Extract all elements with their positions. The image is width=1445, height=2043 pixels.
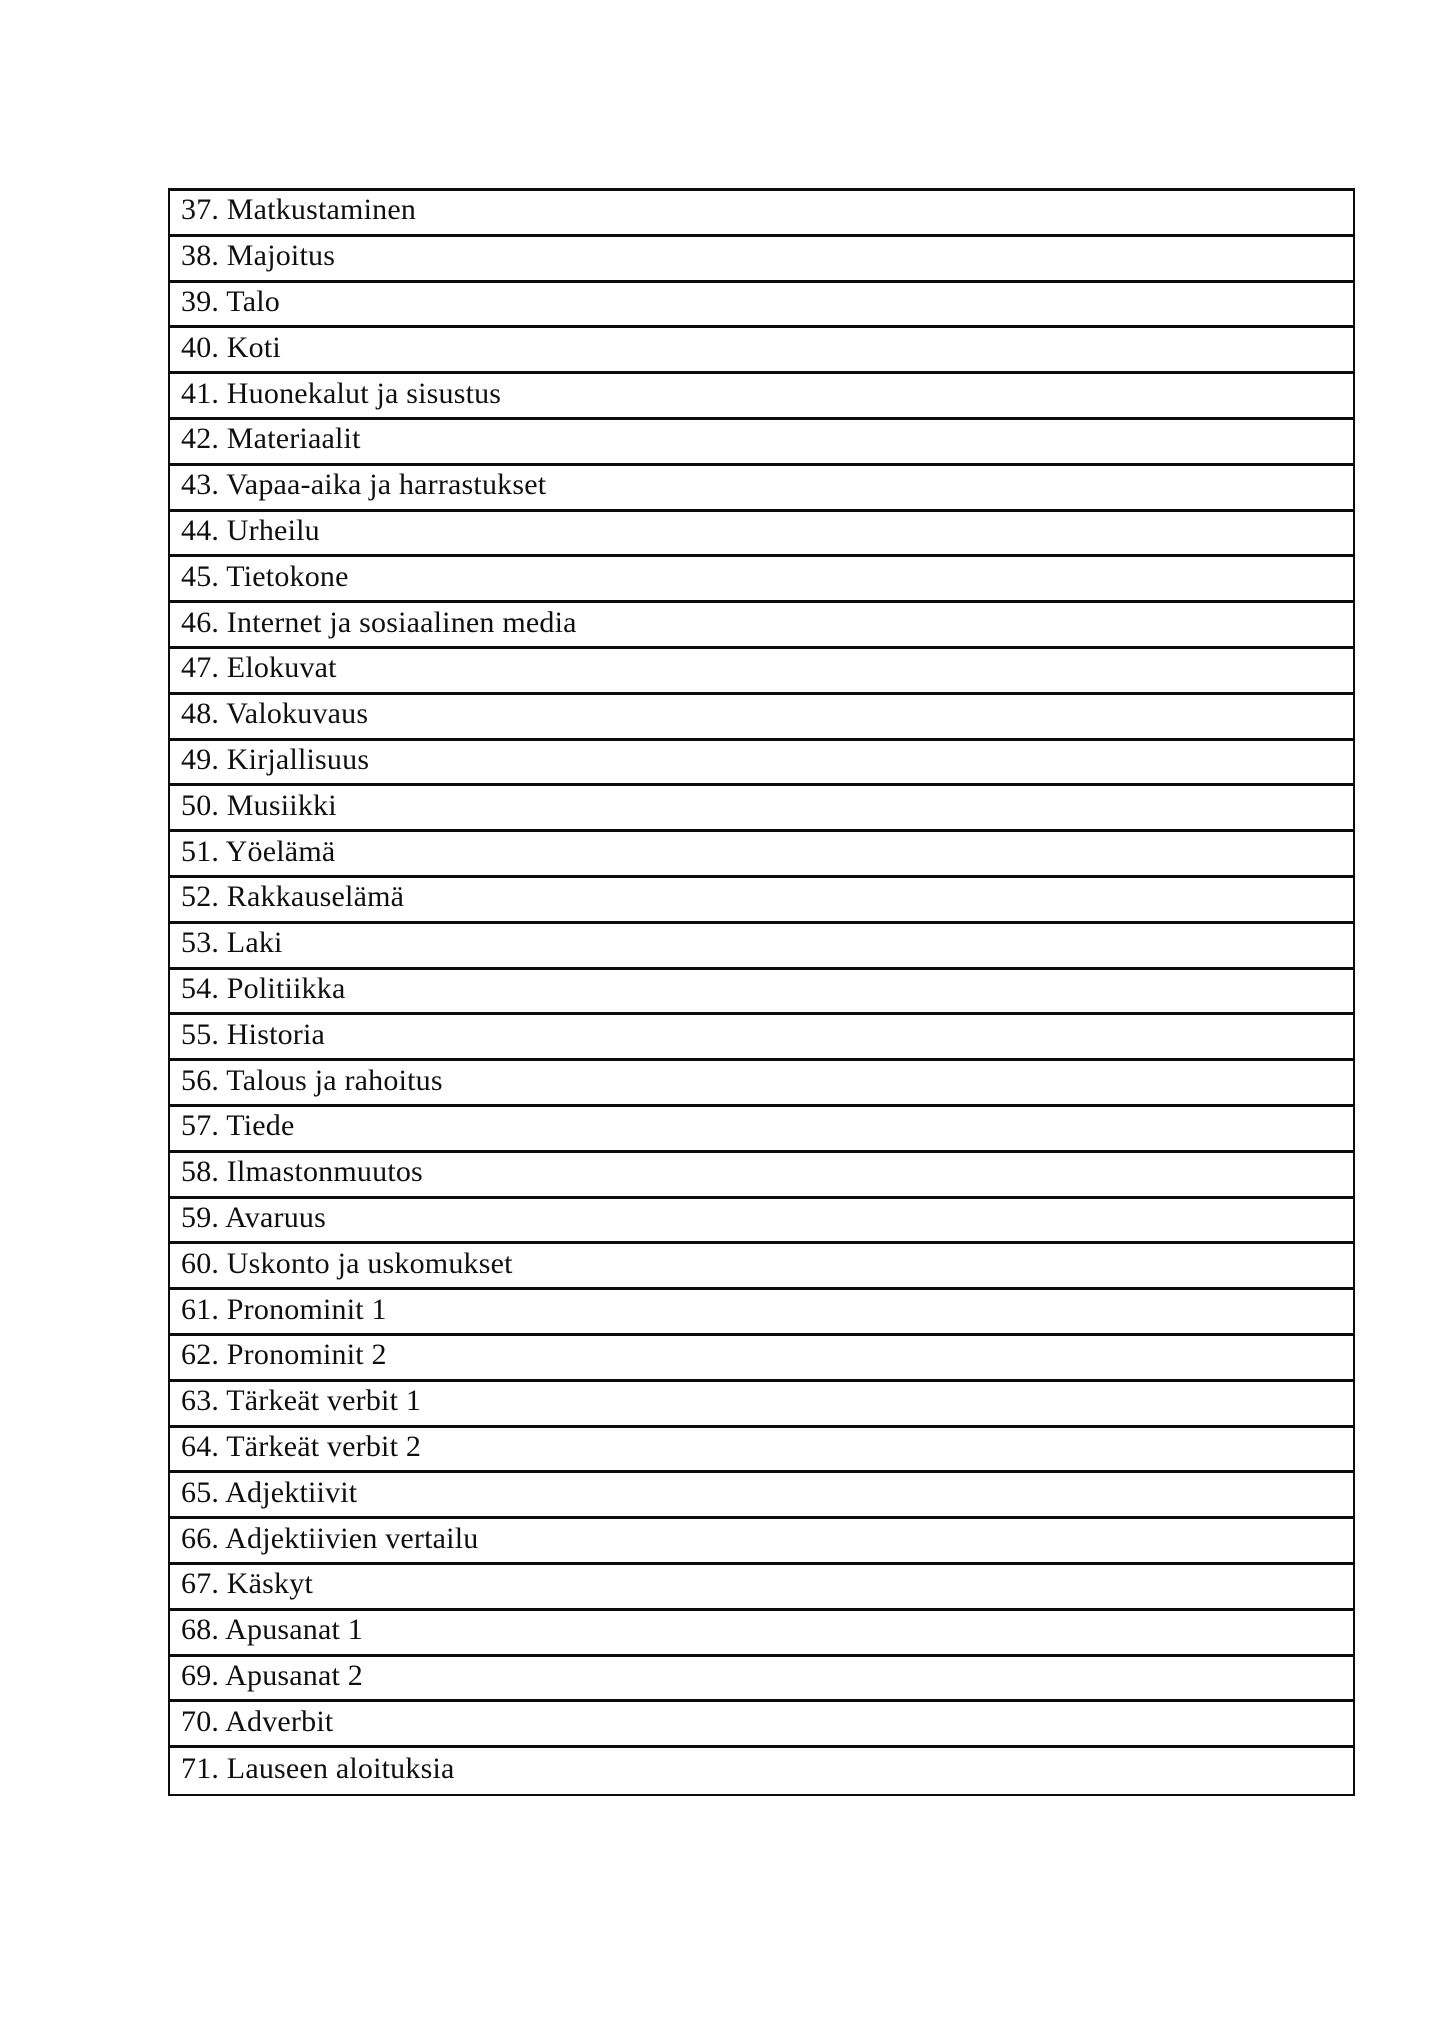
table-row <box>170 1107 1353 1153</box>
table-row <box>170 191 1353 237</box>
table-row-label: 62. Pronominit 2 <box>181 1338 387 1372</box>
table-row <box>170 328 1353 374</box>
table-row-label: 67. Käskyt <box>181 1567 313 1601</box>
table-row <box>170 741 1353 787</box>
table-row <box>170 283 1353 329</box>
table-row-label: 65. Adjektiivit <box>181 1475 358 1509</box>
table-row-label: 54. Politiikka <box>181 971 346 1005</box>
table-row <box>170 1336 1353 1382</box>
table-row-label: 50. Musiikki <box>181 788 337 822</box>
table-row-label: 46. Internet ja sosiaalinen media <box>181 605 577 639</box>
table-row-label: 39. Talo <box>181 284 280 318</box>
table-row <box>170 1748 1353 1794</box>
table-row-label: 59. Avaruus <box>181 1200 326 1234</box>
table-row <box>170 695 1353 741</box>
table-row <box>170 1611 1353 1657</box>
table-row-label: 52. Rakkauselämä <box>181 880 405 914</box>
table-row <box>170 603 1353 649</box>
table-row-label: 45. Tietokone <box>181 559 349 593</box>
table-row-label: 60. Uskonto ja uskomukset <box>181 1246 513 1280</box>
table-row <box>170 1061 1353 1107</box>
table-row <box>170 1519 1353 1565</box>
table-row-label: 53. Laki <box>181 926 283 960</box>
table-row-label: 55. Historia <box>181 1017 326 1051</box>
table-row-label: 56. Talous ja rahoitus <box>181 1063 443 1097</box>
table-row-label: 41. Huonekalut ja sisustus <box>181 376 502 410</box>
table-row-label: 38. Majoitus <box>181 239 336 273</box>
table-row <box>170 466 1353 512</box>
table-row <box>170 1565 1353 1611</box>
table-row <box>170 1473 1353 1519</box>
contents-table <box>168 188 1355 1796</box>
table-row-label: 68. Apusanat 1 <box>181 1613 363 1647</box>
table-row <box>170 1015 1353 1061</box>
table-row <box>170 420 1353 466</box>
table-row-label: 48. Valokuvaus <box>181 697 369 731</box>
table-row-label: 70. Adverbit <box>181 1704 334 1738</box>
table-row <box>170 374 1353 420</box>
table-row-label: 57. Tiede <box>181 1109 295 1143</box>
table-row <box>170 878 1353 924</box>
table-row-label: 64. Tärkeät verbit 2 <box>181 1429 422 1463</box>
table-row-label: 61. Pronominit 1 <box>181 1292 387 1326</box>
table-row <box>170 1702 1353 1748</box>
table-row <box>170 1199 1353 1245</box>
table-row-label: 71. Lauseen aloituksia <box>181 1751 455 1785</box>
table-row-label: 43. Vapaa-aika ja harrastukset <box>181 468 547 502</box>
table-row <box>170 924 1353 970</box>
table-row <box>170 786 1353 832</box>
table-row <box>170 970 1353 1016</box>
table-row <box>170 1290 1353 1336</box>
table-row <box>170 557 1353 603</box>
table-row-label: 51. Yöelämä <box>181 834 336 868</box>
table-row <box>170 832 1353 878</box>
table-row-label: 63. Tärkeät verbit 1 <box>181 1384 422 1418</box>
table-row-label: 40. Koti <box>181 330 281 364</box>
table-row-label: 58. Ilmastonmuutos <box>181 1155 423 1189</box>
table-row-label: 66. Adjektiivien vertailu <box>181 1521 479 1555</box>
table-row <box>170 1657 1353 1703</box>
table-row <box>170 1382 1353 1428</box>
table-row-label: 37. Matkustaminen <box>181 193 417 227</box>
table-row <box>170 1153 1353 1199</box>
table-row <box>170 1428 1353 1474</box>
table-row-label: 47. Elokuvat <box>181 651 337 685</box>
table-row-label: 69. Apusanat 2 <box>181 1658 363 1692</box>
table-row <box>170 512 1353 558</box>
table-row <box>170 1244 1353 1290</box>
table-row-label: 44. Urheilu <box>181 513 320 547</box>
table-row <box>170 237 1353 283</box>
table-row-label: 42. Materiaalit <box>181 422 361 456</box>
table-row-label: 49. Kirjallisuus <box>181 742 370 776</box>
table-row <box>170 649 1353 695</box>
